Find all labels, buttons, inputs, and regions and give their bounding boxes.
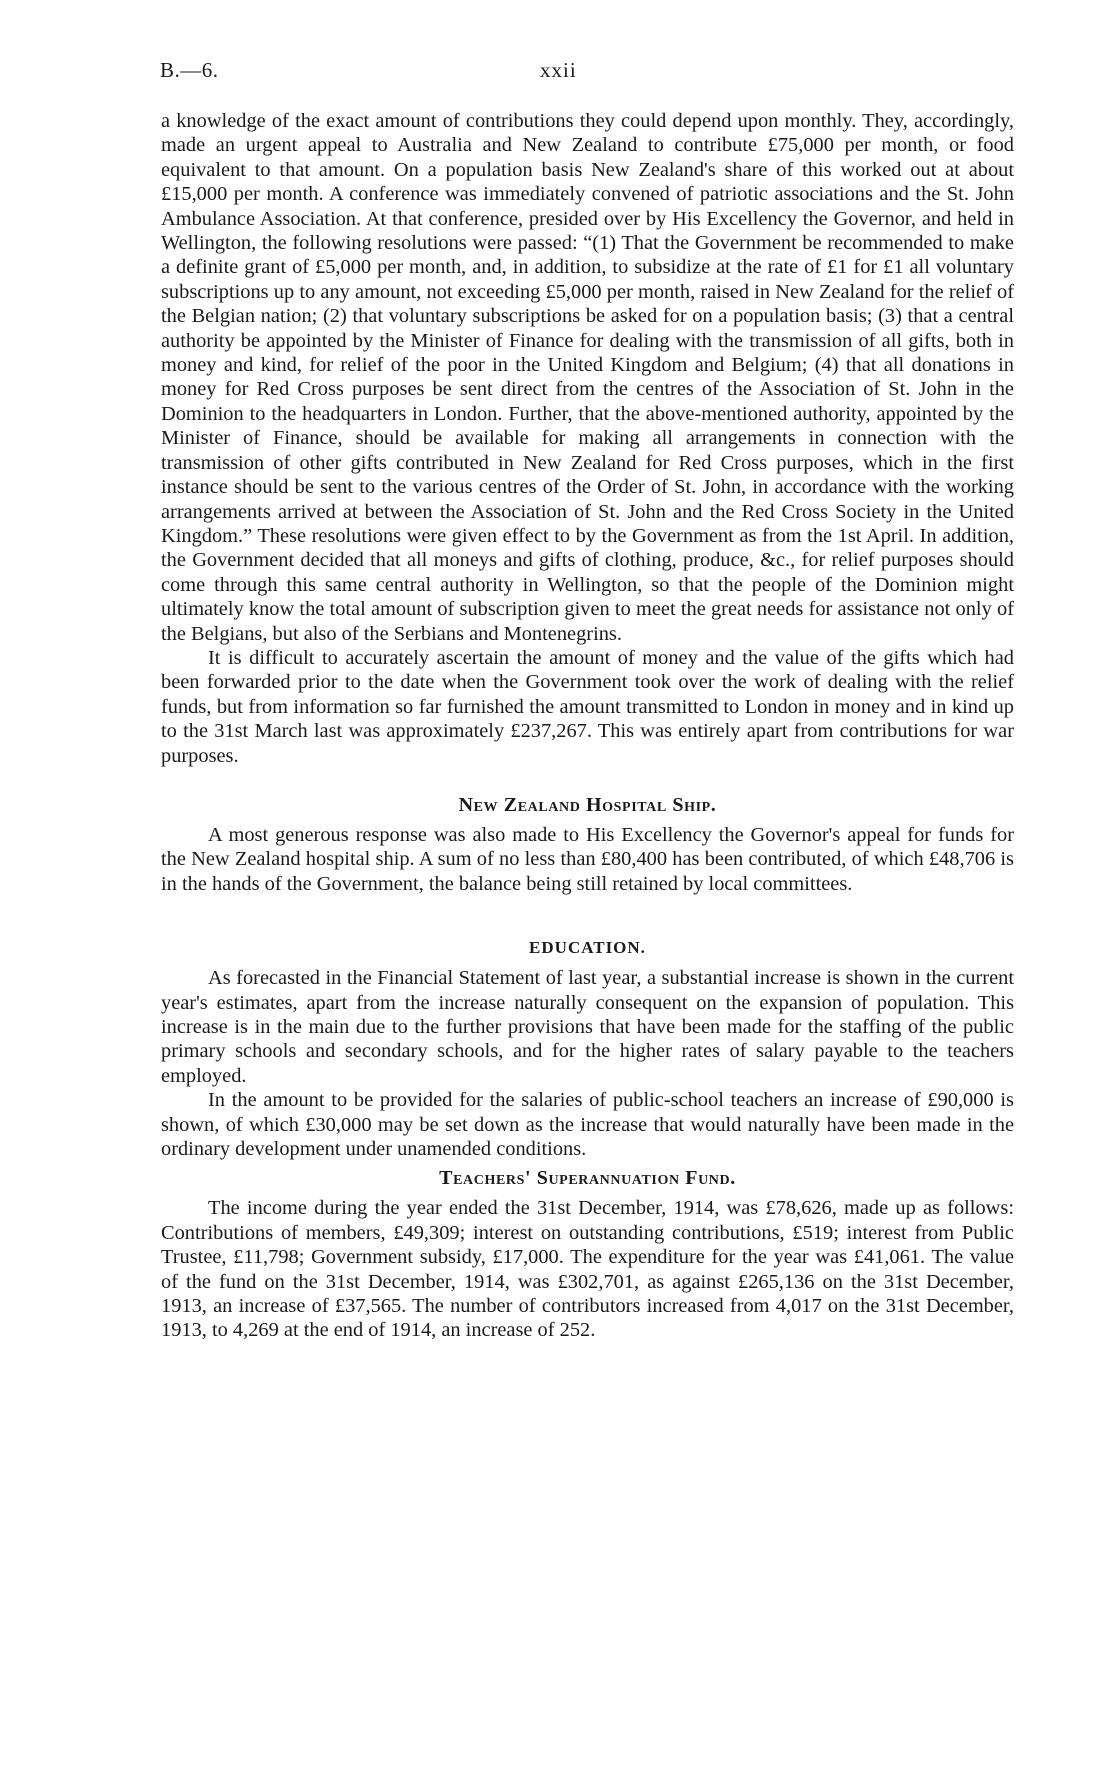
education-paragraph-estimates: As forecasted in the Financial Statement of last year, a substantial increase is shown in the current year's estimates, apart from the increase naturally consequent on the expansion of population. This increase is in the main due to the further provisions that have been made for the staffing of the public primary schools and secondary schools, and for the higher rates of salary payable to the teachers employed. bbox=[161, 967, 1014, 1087]
education-paragraph-salaries: In the amount to be provided for the salaries of public-school teachers an increase of £90,000 is shown, of which £30,000 may be set down as the increase that would naturally have been made in the ordinary development under unamended conditions. bbox=[161, 1089, 1014, 1161]
hospital-ship-heading: New Zealand Hospital Ship. bbox=[458, 793, 717, 816]
page-number: xxii bbox=[540, 58, 577, 82]
superannuation-paragraph: The income during the year ended the 31st December, 1914, was £78,626, made up as follows: Contributions of members, £49,309; interest on outstanding contributions, £519; interest from Public Trustee, £11,798; Government subsidy, £17,000. The expenditure for the year was £41,061. The value of the fund on the 31st December, 1914, was £302,701, as against £265,136 on the 31st December, 1913, an increase of £37,565. The number of contributors increased from 4,017 on the 31st December, 1913, to 4,269 at the end of 1914, an increase of 252. bbox=[161, 1197, 1014, 1342]
superannuation-heading: Teachers' Superannuation Fund. bbox=[439, 1167, 736, 1190]
body-text bbox=[161, 109, 1014, 1343]
intro-paragraph-relief-amount: It is difficult to accurately ascertain the amount of money and the value of the gifts which had been forwarded prior to the date when the Government took over the work of dealing with the relief funds, but from information so far furnished the amount transmitted to London in money and in kind up to the 31st March last was approximately £237,267. This was entirely apart from contributions for war purposes. bbox=[161, 646, 1014, 767]
hospital-ship-paragraph: A most generous response was also made to His Excellency the Governor's appeal for funds for the New Zealand hospital ship. A sum of no less than £80,400 has been contributed, of which £48,706 is in the hands of the Government, the balance being still retained by local committees. bbox=[161, 823, 1014, 895]
education-heading: EDUCATION. bbox=[529, 938, 646, 958]
intro-paragraph-continued: a knowledge of the exact amount of contributions they could depend upon monthly. They, accordingly, made an urgent appeal to Australia and New Zealand to contribute £75,000 per month, or food equivalent to that amount. On a population basis New Zealand's share of this worked out at about £15,000 per month. A conference was immediately convened of patriotic associations and the St. John Ambulance Association. At that conference, presided over by His Excellency the Governor, and held in Wellington, the following resolutions were passed: “(1) That the Government be recommended to make a definite grant of £5,000 per month, and, in addition, to subsidize at the rate of £1 for £1 all voluntary subscriptions up to any amount, not exceeding £5,000 per month, raised in New Zealand for the relief of the Belgian nation; (2) that voluntary subscriptions be asked for on a population basis; (3) that a central authority be appointed by the Minister of Finance for dealing with the transmission of all gifts, both in money and kind, for relief of the poor in the United Kingdom and Belgium; (4) that all donations in money for Red Cross purposes be sent direct from the centres of the Association of St. John in the Dominion to the headquarters in London. Further, that the above-mentioned authority, appointed by the Minister of Finance, should be available for making all arrangements in connection with the transmission of other gifts contributed in New Zealand for Red Cross purposes, which in the first instance should be sent to the various centres of the Order of St. John, in accordance with the working arrangements arrived at between the Association of St. John and the Red Cross Society in the United Kingdom.” These resolutions were given effect to by the Government as from the 1st April. In addition, the Government decided that all moneys and gifts of clothing, produce, &c., for relief purposes should come through this same central authority in Wellington, so that the people of the Dominion might ultimately know the total amount of subscription given to meet the great needs for assistance not only of the Belgians, but also of the Serbians and Montenegrins. bbox=[161, 110, 1014, 645]
page-reference: B.—6. bbox=[160, 58, 219, 82]
